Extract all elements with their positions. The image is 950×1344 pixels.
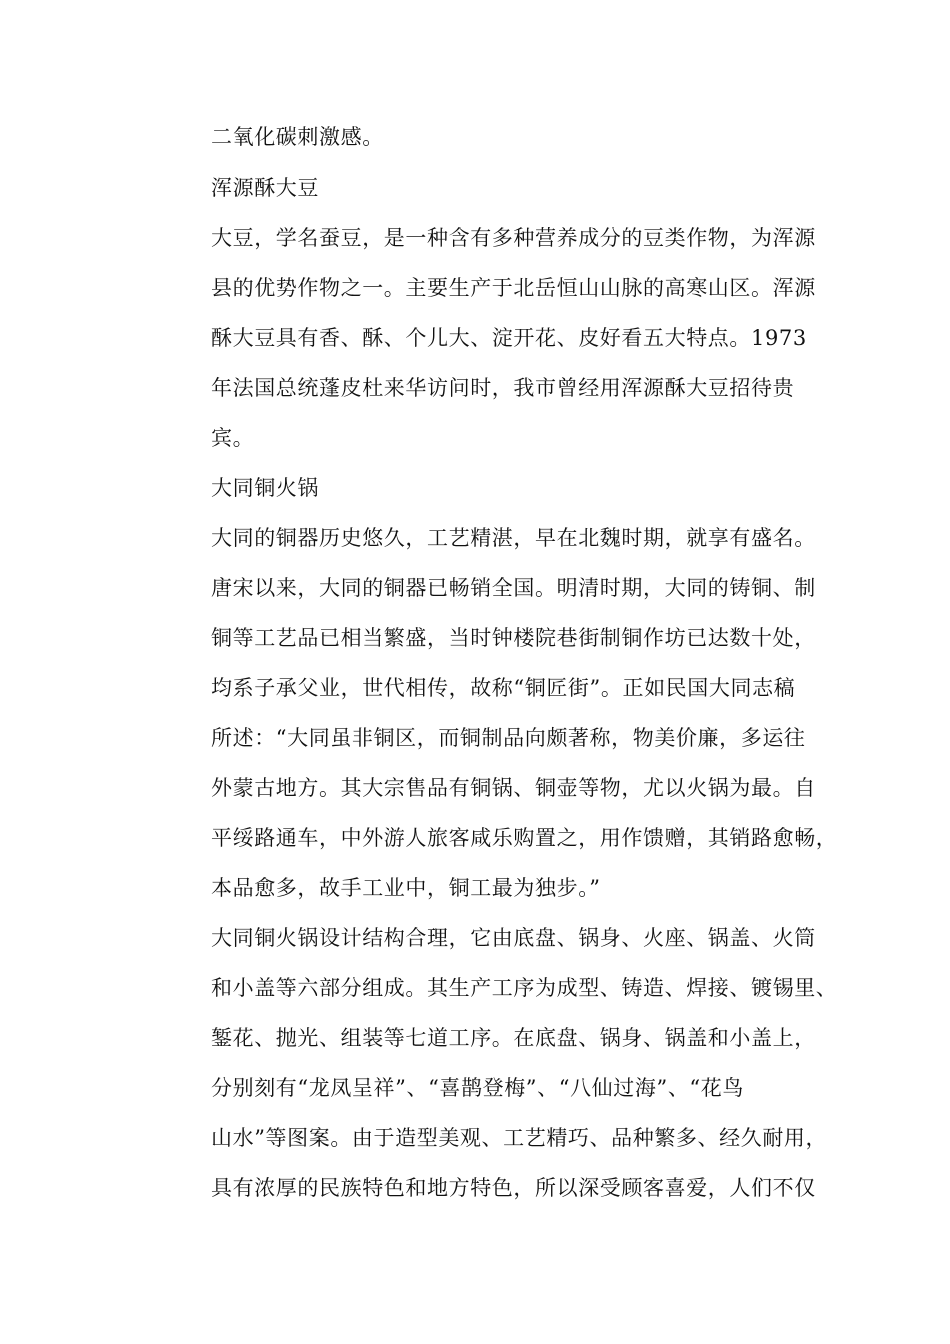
text-line: 宾。	[211, 426, 255, 450]
text-line: 本品愈多，故手工业中，铜工最为独步。”	[211, 876, 601, 900]
text-line: 平绥路通车，中外游人旅客咸乐购置之，用作馈赠，其销路愈畅，	[211, 826, 838, 850]
text-line: 錾花、抛光、组装等七道工序。在底盘、锅身、锅盖和小盖上，	[211, 1026, 816, 1050]
text-line: 大同铜火锅设计结构合理，它由底盘、锅身、火座、锅盖、火筒	[211, 926, 816, 950]
text-line: 年法国总统蓬皮杜来华访问时，我市曾经用浑源酥大豆招待贵	[211, 376, 795, 400]
text-line: 所述：“大同虽非铜区，而铜制品向颇著称，物美价廉，多运往	[211, 726, 806, 750]
section-heading-hunyuan-soybean: 浑源酥大豆	[211, 176, 319, 200]
text-line: 酥大豆具有香、酥、个儿大、淀开花、皮好看五大特点。1973	[211, 326, 807, 350]
text-line: 和小盖等六部分组成。其生产工序为成型、铸造、焊接、镀锡里、	[211, 976, 838, 1000]
text-line: 分别刻有“龙凤呈祥”、“喜鹊登梅”、“八仙过海”、“花鸟	[211, 1076, 744, 1100]
text-line: 二氧化碳刺激感。	[211, 125, 384, 149]
text-line: 具有浓厚的民族特色和地方特色，所以深受顾客喜爱，人们不仅	[211, 1176, 816, 1200]
text-line: 大同的铜器历史悠久，工艺精湛，早在北魏时期，就享有盛名。	[211, 526, 816, 550]
text-line: 铜等工艺品已相当繁盛，当时钟楼院巷街制铜作坊已达数十处，	[211, 626, 816, 650]
text-line: 唐宋以来，大同的铜器已畅销全国。明清时期，大同的铸铜、制	[211, 576, 816, 600]
text-line: 大豆，学名蚕豆，是一种含有多种营养成分的豆类作物，为浑源	[211, 226, 816, 250]
text-line: 县的优势作物之一。主要生产于北岳恒山山脉的高寒山区。浑源	[211, 276, 816, 300]
text-line: 均系子承父业，世代相传，故称“铜匠街”。正如民国大同志稿	[211, 676, 796, 700]
text-line: 山水”等图案。由于造型美观、工艺精巧、品种繁多、经久耐用，	[211, 1126, 828, 1150]
section-heading-datong-copper-hotpot: 大同铜火锅	[211, 476, 319, 500]
text-line: 外蒙古地方。其大宗售品有铜锅、铜壶等物，尤以火锅为最。自	[211, 776, 816, 800]
